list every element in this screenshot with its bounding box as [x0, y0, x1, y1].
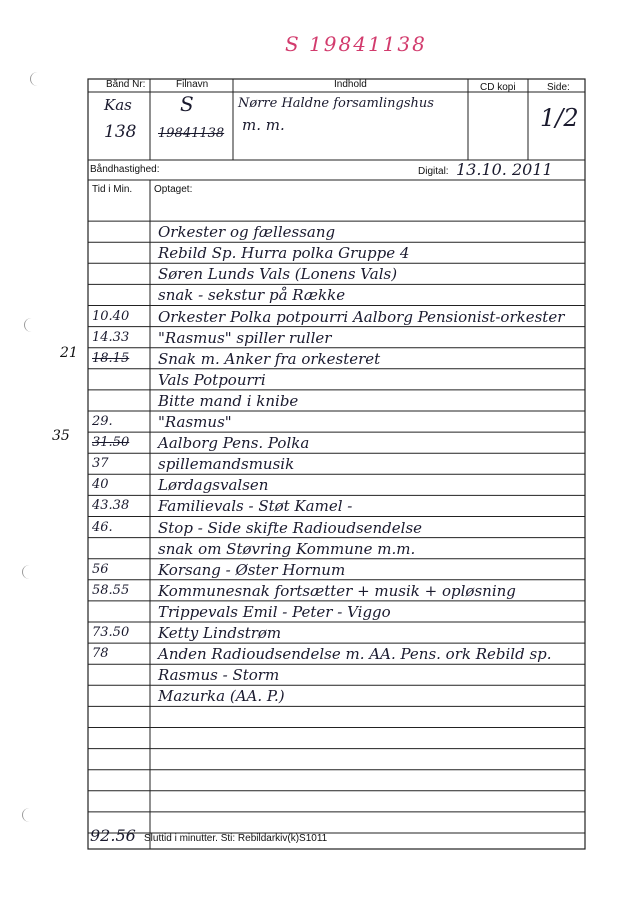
optaget-cell: Kommunesnak fortsætter + musik + opløsning [158, 581, 516, 600]
tid-cell: 58.55 [92, 582, 130, 598]
optaget-label: Optaget: [154, 184, 193, 195]
optaget-cell: Anden Radioudsendelse m. AA. Pens. ork Rebild sp. [158, 645, 552, 664]
digital-label: Digital: [418, 166, 449, 177]
list-item [88, 348, 588, 371]
optaget-cell [154, 200, 594, 223]
list-item [88, 453, 588, 476]
tid-cell: 46. [92, 519, 113, 535]
cd-kopi-header: CD kopi [480, 82, 516, 93]
tid-cell [88, 685, 150, 708]
tid-cell: 56 [92, 561, 109, 577]
tid-cell [88, 728, 150, 751]
tid-cell [88, 263, 150, 286]
filnavn-header: Filnavn [176, 79, 209, 90]
optaget-cell: Ketty Lindstrøm [158, 624, 282, 642]
optaget-cell [154, 812, 594, 835]
list-item [88, 812, 588, 835]
side-header: Side: [547, 82, 570, 93]
list-item [88, 791, 588, 814]
list-item [88, 770, 588, 793]
tid-cell: 10.40 [92, 308, 130, 324]
margin-note: 21 [60, 345, 78, 361]
optaget-cell [154, 706, 594, 729]
tid-cell [88, 200, 150, 223]
optaget-cell: snak - sekstur på Række [158, 286, 346, 305]
optaget-cell: Stop - Side skifte Radioudsendelse [158, 518, 423, 537]
reference-number: S 19841138 [285, 32, 427, 56]
tid-cell [88, 369, 150, 392]
tid-cell: 18.15 [92, 350, 130, 366]
optaget-cell: Rasmus - Storm [158, 666, 280, 685]
tid-cell [88, 242, 150, 265]
tid-cell [88, 664, 150, 687]
optaget-cell: Bitte mand i knibe [158, 391, 299, 410]
optaget-cell: snak om Støvring Kommune m.m. [158, 539, 416, 558]
band-nr-header: Bånd Nr: [106, 79, 146, 90]
optaget-cell: Familievals - Støt Kamel - [158, 497, 353, 516]
tid-cell [88, 770, 150, 793]
list-item [88, 495, 588, 518]
list-item [88, 200, 588, 223]
optaget-cell: Aalborg Pens. Polka [158, 434, 310, 453]
tid-cell: 43.38 [92, 498, 130, 514]
tid-cell [88, 390, 150, 413]
list-item [88, 538, 588, 561]
optaget-cell: Rebild Sp. Hurra polka Gruppe 4 [158, 244, 410, 263]
sluttid-label: Sluttid i minutter. Sti: Rebildarkiv(k)S1011 [144, 833, 328, 844]
filnavn-value: 19841138 [158, 126, 225, 141]
optaget-cell [154, 791, 594, 814]
optaget-cell: Orkester Polka potpourri Aalborg Pensionist-orkester [158, 307, 565, 326]
list-item [88, 242, 588, 265]
list-item [88, 221, 588, 244]
margin-note: 35 [52, 428, 70, 444]
tid-cell: 37 [92, 456, 109, 472]
sluttid-value: 92.56 [90, 826, 136, 845]
tid-cell: 73.50 [92, 625, 130, 640]
list-item [88, 517, 588, 540]
optaget-cell: Vals Potpourri [158, 370, 266, 389]
optaget-cell: Snak m. Anker fra orkesteret [158, 349, 381, 368]
list-item [88, 263, 588, 286]
tid-cell [88, 791, 150, 814]
optaget-cell: Orkester og fællessang [158, 223, 336, 242]
list-item [88, 284, 588, 307]
tid-cell: 78 [92, 646, 109, 662]
tid-cell: 40 [92, 477, 109, 493]
digital-date: 13.10. 2011 [456, 160, 553, 179]
tid-cell [88, 601, 150, 624]
list-item [88, 411, 588, 434]
list-item [88, 559, 588, 582]
tid-cell: 29. [92, 414, 113, 429]
optaget-cell [154, 728, 594, 751]
optaget-cell: "Rasmus" spiller ruller [158, 328, 332, 347]
list-item [88, 706, 588, 729]
list-item [88, 664, 588, 687]
list-item [88, 643, 588, 666]
list-item [88, 474, 588, 497]
list-item [88, 327, 588, 350]
side-value: 1/2 [540, 104, 579, 132]
list-item [88, 369, 588, 392]
tid-cell [88, 749, 150, 772]
tid-label: Tid i Min. [92, 184, 133, 195]
tid-cell [88, 221, 150, 244]
tid-cell: 31.50 [92, 435, 130, 451]
tid-cell [88, 538, 150, 561]
optaget-cell [154, 749, 594, 772]
list-item [88, 390, 588, 413]
optaget-cell: Mazurka (AA. P.) [158, 687, 285, 706]
indhold-value: m. m. [242, 116, 285, 134]
list-item [88, 306, 588, 329]
tid-cell: 14.33 [92, 329, 130, 345]
optaget-cell: spillemandsmusik [158, 455, 295, 474]
tid-cell [88, 706, 150, 729]
list-item [88, 749, 588, 772]
tid-cell [88, 284, 150, 307]
list-item [88, 622, 588, 645]
optaget-cell [154, 770, 594, 793]
band-nr-value: Kas [104, 96, 132, 114]
list-item [88, 432, 588, 455]
optaget-cell: Trippevals Emil - Peter - Viggo [158, 602, 391, 621]
optaget-cell: Korsang - Øster Hornum [158, 560, 346, 579]
bandhastighed-label: Båndhastighed: [90, 164, 160, 175]
indhold-value: Nørre Haldne forsamlingshus [238, 96, 434, 111]
optaget-cell: Søren Lunds Vals (Lonens Vals) [158, 265, 398, 284]
list-item [88, 728, 588, 751]
indhold-header: Indhold [334, 79, 367, 90]
band-nr-value: 138 [104, 122, 137, 142]
list-item [88, 601, 588, 624]
list-item [88, 685, 588, 708]
optaget-cell: Lørdagsvalsen [158, 476, 269, 495]
list-item [88, 580, 588, 603]
filnavn-value: S [180, 92, 194, 116]
optaget-cell: "Rasmus" [158, 413, 232, 431]
